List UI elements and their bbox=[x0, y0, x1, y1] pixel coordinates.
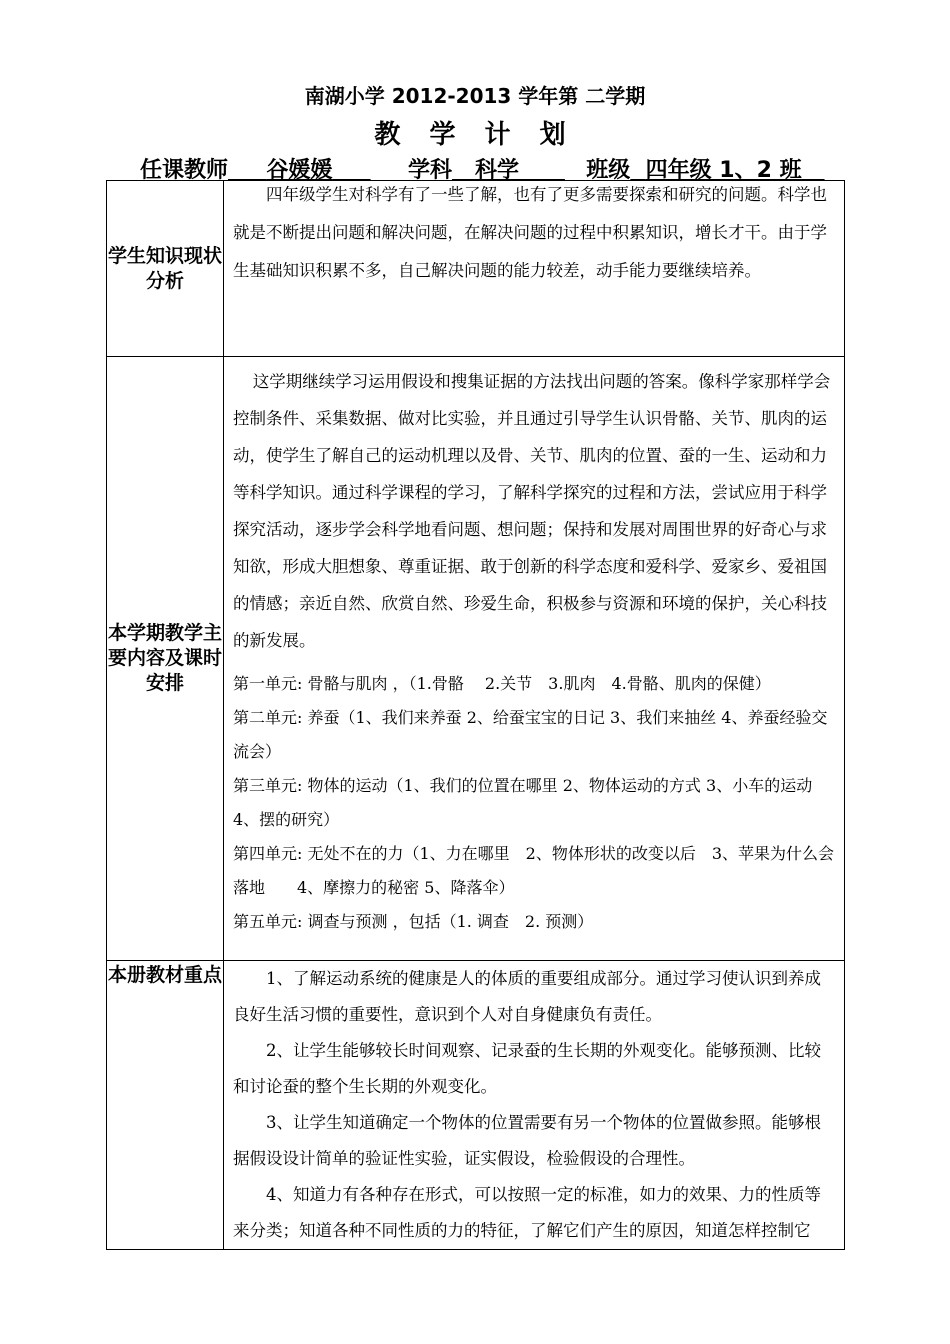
analysis-text: 四年级学生对科学有了一些了解，也有了更多需要探索和研究的问题。科学也就是不断提出问题和解决问题，在解决问题的过程中积累知识，增长才干。由于学生基础知识积累不多，自己解决问题的能力较差，动手能力要继续培养。 bbox=[233, 185, 827, 280]
focus-item: 3、让学生知道确定一个物体的位置需要有另一个物体的位置做参照。能够根据假设设计简单的验证性实验，证实假设，检验假设的合理性。 bbox=[233, 1113, 821, 1168]
content-cell bbox=[224, 357, 845, 961]
focus-item: 4、知道力有各种存在形式，可以按照一定的标准，如力的效果、力的性质等来分类；知道各种不同性质的力的特征，了解它们产生的原因，知道怎样控制它 bbox=[233, 1185, 821, 1240]
focus-cell bbox=[224, 961, 845, 1250]
subject-label: 学科 bbox=[407, 158, 452, 183]
class-name: 四年级 1、2 班 bbox=[645, 158, 802, 183]
subject-name: 科学 bbox=[474, 158, 519, 183]
focus-item: 1、了解运动系统的健康是人的体质的重要组成部分。通过学习使认识到养成良好生活习惯的重要性，意识到个人对自身健康负有责任。 bbox=[233, 969, 821, 1024]
content-text: 这学期继续学习运用假设和搜集证据的方法找出问题的答案。像科学家那样学会控制条件、采集数据、做对比实验，并且通过引导学生认识骨骼、关节、肌肉的运动，使学生了解自己的运动机理以及骨、关节、肌肉的位置、蚕的一生、运动和力等科学知识。通过科学课程的学习，了解科学探究的过程和方法，尝试应用于科学探究活动，逐步学会科学地看问题、想问题；保持和发展对周围世界的好奇心与求知欲，形成大胆想象、尊重证据、敢于创新的科学态度和爱科学、爱家乡、爱祖国的情感；亲近自然、欣赏自然、珍爱生命，积极参与资源和环境的保护，关心科技的新发展。 bbox=[233, 372, 831, 650]
analysis-row bbox=[107, 181, 845, 357]
focus-item: 2、让学生能够较长时间观察、记录蚕的生长期的外观变化。能够预测、比较和讨论蚕的整个生长期的外观变化。 bbox=[233, 1041, 821, 1096]
focus-label: 本册教材重点 bbox=[107, 961, 224, 1250]
teacher-label: 任课教师 bbox=[140, 158, 229, 183]
teacher-name: 谷媛媛 bbox=[266, 158, 333, 183]
focus-row bbox=[107, 961, 845, 1250]
unit-list bbox=[233, 667, 836, 939]
unit-item: 第四单元: 无处不在的力（1、力在哪里 2、物体形状的改变以后 3、苹果为什么会落地 4、摩擦力的秘密 5、降落伞） bbox=[233, 844, 835, 897]
document-title: 南湖小学 2012-2013 学年第 二学期 bbox=[304, 84, 646, 108]
unit-item: 第五单元: 调查与预测 ，包括（1. 调查 2. 预测） bbox=[233, 912, 594, 931]
class-label: 班级 bbox=[586, 158, 631, 183]
unit-item: 第二单元: 养蚕（1、我们来养蚕 2、给蚕宝宝的日记 3、我们来抽丝 4、养蚕经验交流会） bbox=[233, 708, 828, 761]
analysis-content bbox=[224, 181, 845, 357]
unit-item: 第一单元: 骨骼与肌肉 ，（1.骨骼 2.关节 3.肌肉 4.骨骼、肌肉的保健） bbox=[233, 674, 771, 693]
plan-table bbox=[106, 180, 845, 1250]
analysis-label: 学生知识现状分析 bbox=[107, 181, 224, 357]
unit-item: 第三单元: 物体的运动（1、我们的位置在哪里 2、物体运动的方式 3、小车的运动 4、摆的研究） bbox=[233, 776, 813, 829]
document-subtitle: 教 学 计 划 bbox=[374, 120, 576, 150]
content-row bbox=[107, 357, 845, 961]
content-label: 本学期教学主要内容及课时安排 bbox=[107, 357, 224, 961]
